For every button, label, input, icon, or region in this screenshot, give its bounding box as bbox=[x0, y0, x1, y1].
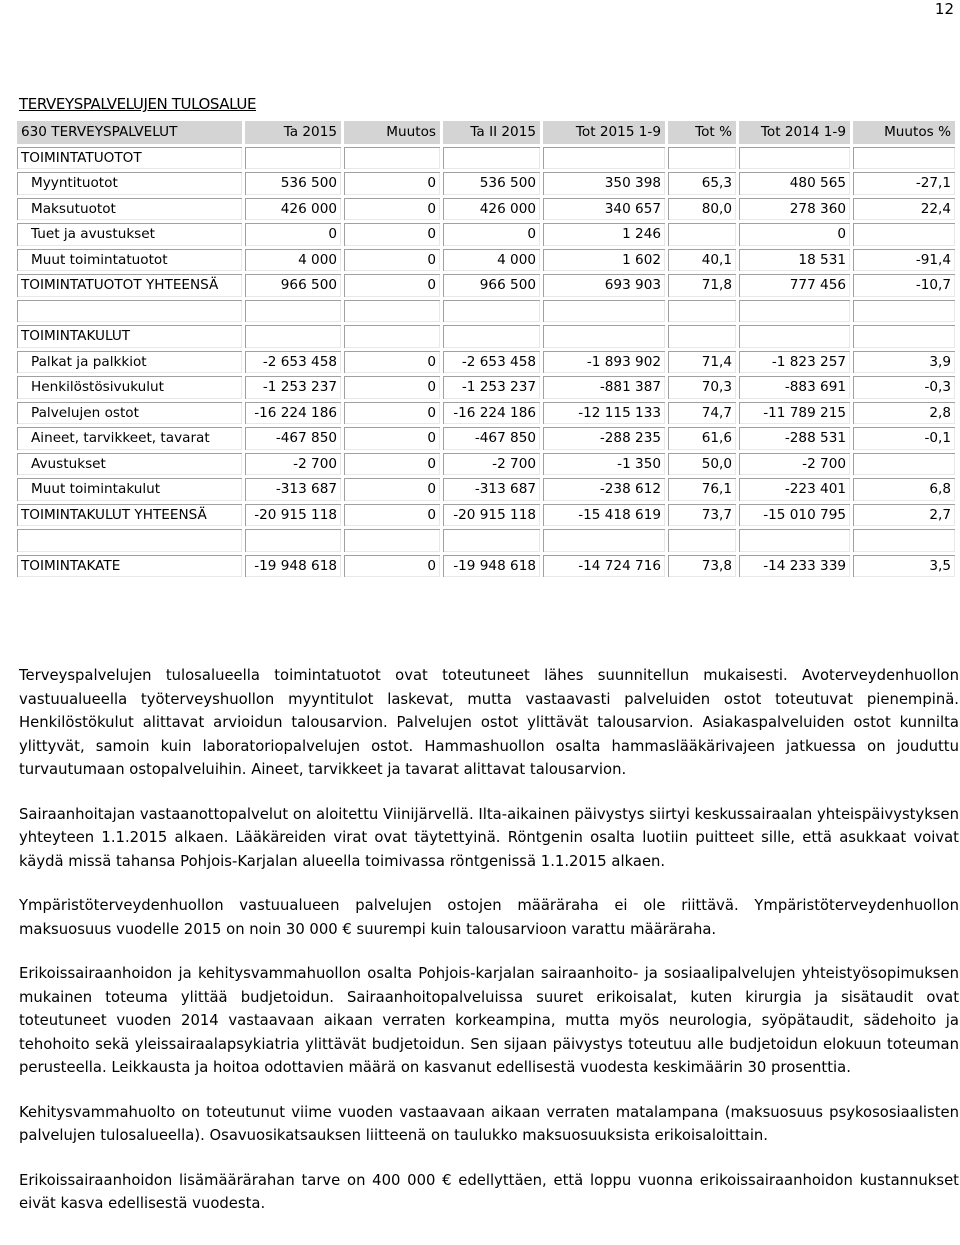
paragraph: Kehitysvammahuolto on toteutunut viime vuoden vastaavaan aikaan verraten matalampana (maksuosuus psykososiaalisten palvelujen tulosalueella). Osavuosikatsauksen liitteenä on taulukko maksuosuuksista erikoisaloittain. bbox=[19, 1103, 959, 1144]
table-cell bbox=[739, 325, 850, 348]
table-cell: -1 253 237 bbox=[245, 376, 341, 399]
table-cell bbox=[543, 147, 665, 170]
table-cell: 0 bbox=[344, 223, 440, 246]
row-label: TOIMINTATUOTOT YHTEENSÄ bbox=[17, 274, 242, 297]
section-title: TERVEYSPALVELUJEN TULOSALUE bbox=[19, 95, 257, 113]
row-label: Maksutuotot bbox=[17, 198, 242, 221]
table-cell: 536 500 bbox=[443, 172, 540, 195]
table-row bbox=[17, 376, 955, 399]
table-cell bbox=[739, 529, 850, 552]
table-header-row bbox=[17, 121, 955, 144]
table-cell: 0 bbox=[344, 274, 440, 297]
row-label: Avustukset bbox=[17, 453, 242, 476]
table-row bbox=[17, 402, 955, 425]
table-cell: 426 000 bbox=[443, 198, 540, 221]
table-cell: -238 612 bbox=[543, 478, 665, 501]
table-cell: 3,5 bbox=[853, 555, 955, 578]
table-cell: 0 bbox=[344, 172, 440, 195]
table-cell: 0 bbox=[344, 249, 440, 272]
table-cell: -19 948 618 bbox=[245, 555, 341, 578]
table-cell: 61,6 bbox=[668, 427, 736, 450]
table-cell bbox=[344, 529, 440, 552]
table-cell: 73,7 bbox=[668, 504, 736, 527]
table-cell: -223 401 bbox=[739, 478, 850, 501]
column-header: Tot 2014 1-9 bbox=[739, 121, 850, 144]
table-cell bbox=[739, 147, 850, 170]
row-label: Tuet ja avustukset bbox=[17, 223, 242, 246]
table-cell: -15 418 619 bbox=[543, 504, 665, 527]
table-cell: -20 915 118 bbox=[245, 504, 341, 527]
table-cell: 73,8 bbox=[668, 555, 736, 578]
table-cell: 0 bbox=[344, 376, 440, 399]
table-cell: -288 531 bbox=[739, 427, 850, 450]
table-cell bbox=[245, 529, 341, 552]
table-cell bbox=[543, 529, 665, 552]
column-header: Tot % bbox=[668, 121, 736, 144]
table-cell: 1 602 bbox=[543, 249, 665, 272]
row-label: Muut toimintakulut bbox=[17, 478, 242, 501]
table-cell: -467 850 bbox=[245, 427, 341, 450]
row-label: Myyntituotot bbox=[17, 172, 242, 195]
table-row bbox=[17, 274, 955, 297]
table-cell: -1 893 902 bbox=[543, 351, 665, 374]
table-cell: 0 bbox=[344, 351, 440, 374]
table-cell: 426 000 bbox=[245, 198, 341, 221]
table-cell bbox=[443, 529, 540, 552]
table-cell: -19 948 618 bbox=[443, 555, 540, 578]
table-cell: -20 915 118 bbox=[443, 504, 540, 527]
table-cell: 40,1 bbox=[668, 249, 736, 272]
table-cell: 76,1 bbox=[668, 478, 736, 501]
table-cell: 777 456 bbox=[739, 274, 850, 297]
table-row bbox=[17, 427, 955, 450]
table-row bbox=[17, 504, 955, 527]
row-label bbox=[17, 529, 242, 552]
table-cell: -2 700 bbox=[443, 453, 540, 476]
table-cell: 4 000 bbox=[443, 249, 540, 272]
table-row bbox=[17, 249, 955, 272]
table-cell: -16 224 186 bbox=[245, 402, 341, 425]
table-cell: 0 bbox=[344, 555, 440, 578]
table-cell bbox=[344, 325, 440, 348]
table-cell: 966 500 bbox=[443, 274, 540, 297]
financial-table bbox=[14, 118, 958, 580]
table-cell: 0 bbox=[344, 504, 440, 527]
row-label: TOIMINTAKATE bbox=[17, 555, 242, 578]
table-cell: -0,1 bbox=[853, 427, 955, 450]
table-cell bbox=[245, 325, 341, 348]
table-cell bbox=[543, 325, 665, 348]
table-cell: -1 350 bbox=[543, 453, 665, 476]
paragraph: Ympäristöterveydenhuollon vastuualueen palvelujen ostojen määräraha ei ole riittävä. Ympäristöterveydenhuollon maksuosuus vuodelle 2015 on noin 30 000 € suurempi kuin talousarvioon varattu määräraha. bbox=[19, 897, 959, 938]
row-label: Palvelujen ostot bbox=[17, 402, 242, 425]
table-cell: -14 233 339 bbox=[739, 555, 850, 578]
row-label: TOIMINTAKULUT bbox=[17, 325, 242, 348]
table-row bbox=[17, 453, 955, 476]
table-cell bbox=[853, 147, 955, 170]
table-cell: -11 789 215 bbox=[739, 402, 850, 425]
table-cell: -2 700 bbox=[739, 453, 850, 476]
table-cell: -91,4 bbox=[853, 249, 955, 272]
table-cell: -14 724 716 bbox=[543, 555, 665, 578]
column-header: Ta II 2015 bbox=[443, 121, 540, 144]
table-cell: 6,8 bbox=[853, 478, 955, 501]
table-cell: 0 bbox=[344, 402, 440, 425]
table-cell bbox=[668, 300, 736, 323]
table-cell: -2 700 bbox=[245, 453, 341, 476]
column-header: Muutos % bbox=[853, 121, 955, 144]
table-cell bbox=[245, 300, 341, 323]
table-cell: -313 687 bbox=[245, 478, 341, 501]
table-cell: 278 360 bbox=[739, 198, 850, 221]
row-label: Aineet, tarvikkeet, tavarat bbox=[17, 427, 242, 450]
page-number: 12 bbox=[934, 0, 954, 18]
table-cell: 480 565 bbox=[739, 172, 850, 195]
table-cell bbox=[853, 325, 955, 348]
table-cell: 0 bbox=[739, 223, 850, 246]
table-cell bbox=[443, 147, 540, 170]
table-cell: -467 850 bbox=[443, 427, 540, 450]
paragraph: Erikoissairaanhoidon ja kehitysvammahuollon osalta Pohjois-karjalan sairaanhoito- ja sosiaalipalvelujen yhteistyösopimuksen mukainen toteuma ylittää budjetoidun. Sairaanhoitopalveluissa suuret erikoisalat, kuten kirurgia ja sisätaudit ovat toteutuneet vuoden 2014 vastaavaan aikaan verraten korkeampina, mutta myös neurologia, syöpätaudit, sädehoito ja tehohoito sekä yleissairaalapsykiatria ylittävät budjetoidun. Sen sijaan päivystys toteutuu alle budjetoidun elokuun toteuman perusteella. Leikkausta ja hoitoa odottavien määrä on kasvanut edellisestä vuodesta keskimäärin 30 prosenttia. bbox=[19, 965, 959, 1076]
table-row bbox=[17, 529, 955, 552]
table-row bbox=[17, 351, 955, 374]
table-cell: -10,7 bbox=[853, 274, 955, 297]
table-cell: 0 bbox=[344, 427, 440, 450]
table-cell: 71,4 bbox=[668, 351, 736, 374]
row-label: Henkilöstösivukulut bbox=[17, 376, 242, 399]
table-row bbox=[17, 198, 955, 221]
table-row bbox=[17, 555, 955, 578]
table-cell: -883 691 bbox=[739, 376, 850, 399]
row-label bbox=[17, 300, 242, 323]
paragraph: Erikoissairaanhoidon lisämäärärahan tarve on 400 000 € edellyttäen, että loppu vuonna erikoissairaanhoidon kustannukset eivät kasva edellisestä vuodesta. bbox=[19, 1171, 959, 1212]
table-cell: -16 224 186 bbox=[443, 402, 540, 425]
table-cell bbox=[543, 300, 665, 323]
table-cell: -2 653 458 bbox=[443, 351, 540, 374]
table-cell: 536 500 bbox=[245, 172, 341, 195]
column-header: Muutos bbox=[344, 121, 440, 144]
table-cell: -1 253 237 bbox=[443, 376, 540, 399]
table-cell bbox=[853, 223, 955, 246]
table-cell bbox=[853, 453, 955, 476]
table-cell: 80,0 bbox=[668, 198, 736, 221]
table-cell: -27,1 bbox=[853, 172, 955, 195]
table-cell bbox=[668, 223, 736, 246]
table-cell bbox=[853, 529, 955, 552]
table-cell: 693 903 bbox=[543, 274, 665, 297]
table-cell: 0 bbox=[443, 223, 540, 246]
table-cell: -288 235 bbox=[543, 427, 665, 450]
column-header: Ta 2015 bbox=[245, 121, 341, 144]
table-row bbox=[17, 147, 955, 170]
table-cell: -1 823 257 bbox=[739, 351, 850, 374]
table-row bbox=[17, 223, 955, 246]
table-row bbox=[17, 172, 955, 195]
table-cell bbox=[245, 147, 341, 170]
table-cell: -2 653 458 bbox=[245, 351, 341, 374]
table-cell bbox=[443, 325, 540, 348]
table-row bbox=[17, 325, 955, 348]
table-cell: 0 bbox=[344, 198, 440, 221]
column-header: Tot 2015 1-9 bbox=[543, 121, 665, 144]
table-cell: 71,8 bbox=[668, 274, 736, 297]
table-cell: 74,7 bbox=[668, 402, 736, 425]
table-cell: 2,7 bbox=[853, 504, 955, 527]
table-cell bbox=[668, 325, 736, 348]
column-header: 630 TERVEYSPALVELUT bbox=[17, 121, 242, 144]
table-cell: 0 bbox=[245, 223, 341, 246]
table-cell: 22,4 bbox=[853, 198, 955, 221]
table-cell: 18 531 bbox=[739, 249, 850, 272]
table-cell: -313 687 bbox=[443, 478, 540, 501]
table-cell: -0,3 bbox=[853, 376, 955, 399]
row-label: TOIMINTATUOTOT bbox=[17, 147, 242, 170]
table-cell: 50,0 bbox=[668, 453, 736, 476]
table-cell: -15 010 795 bbox=[739, 504, 850, 527]
table-cell: 0 bbox=[344, 478, 440, 501]
table-cell: 966 500 bbox=[245, 274, 341, 297]
table-cell bbox=[668, 147, 736, 170]
row-label: Palkat ja palkkiot bbox=[17, 351, 242, 374]
table-cell bbox=[668, 529, 736, 552]
table-cell: -12 115 133 bbox=[543, 402, 665, 425]
table-cell: 65,3 bbox=[668, 172, 736, 195]
paragraph: Sairaanhoitajan vastaanottopalvelut on aloitettu Viinijärvellä. Ilta-aikainen päivystys siirtyi keskussairaalan yhteispäivystyksen yhteyteen 1.1.2015 alkaen. Lääkäreiden virat ovat täytettyinä. Röntgenin osalta luotiin puitteet sille, että asukkaat voivat käydä missä tahansa Pohjois-Karjalan alueella toimivassa röntgenissä 1.1.2015 alkaen. bbox=[19, 805, 959, 870]
paragraph: Terveyspalvelujen tulosalueella toimintatuotot ovat toteutuneet lähes suunnitellun mukaisesti. Avoterveydenhuollon vastuualueella työterveyshuollon myyntitulot laskevat, mutta vastaavasti palveluiden ostot toteutuvat pienempinä. Henkilöstökulut alittavat arvioidun talousarvion. Palvelujen ostot ylittävät talousarvion. Asiakaspalveluiden ostot kunnilta ylittyvät, samoin kuin laboratoriopalvelujen ostot. Hammashuollon osalta hammaslääkärivajeen jatkuessa on jouduttu turvautumaan ostopalveluihin. Aineet, tarvikkeet ja tavarat alittavat talousarvion. bbox=[19, 667, 959, 778]
table-cell bbox=[344, 300, 440, 323]
table-cell bbox=[443, 300, 540, 323]
row-label: TOIMINTAKULUT YHTEENSÄ bbox=[17, 504, 242, 527]
table-cell: 0 bbox=[344, 453, 440, 476]
table-cell: 1 246 bbox=[543, 223, 665, 246]
row-label: Muut toimintatuotot bbox=[17, 249, 242, 272]
body-text bbox=[19, 664, 959, 1237]
table-cell bbox=[344, 147, 440, 170]
table-cell: 3,9 bbox=[853, 351, 955, 374]
table-cell: 70,3 bbox=[668, 376, 736, 399]
table-cell: 4 000 bbox=[245, 249, 341, 272]
table-cell bbox=[739, 300, 850, 323]
table-cell: 2,8 bbox=[853, 402, 955, 425]
table-row bbox=[17, 478, 955, 501]
table-cell: 340 657 bbox=[543, 198, 665, 221]
table-cell: -881 387 bbox=[543, 376, 665, 399]
table-row bbox=[17, 300, 955, 323]
table-cell: 350 398 bbox=[543, 172, 665, 195]
table-cell bbox=[853, 300, 955, 323]
